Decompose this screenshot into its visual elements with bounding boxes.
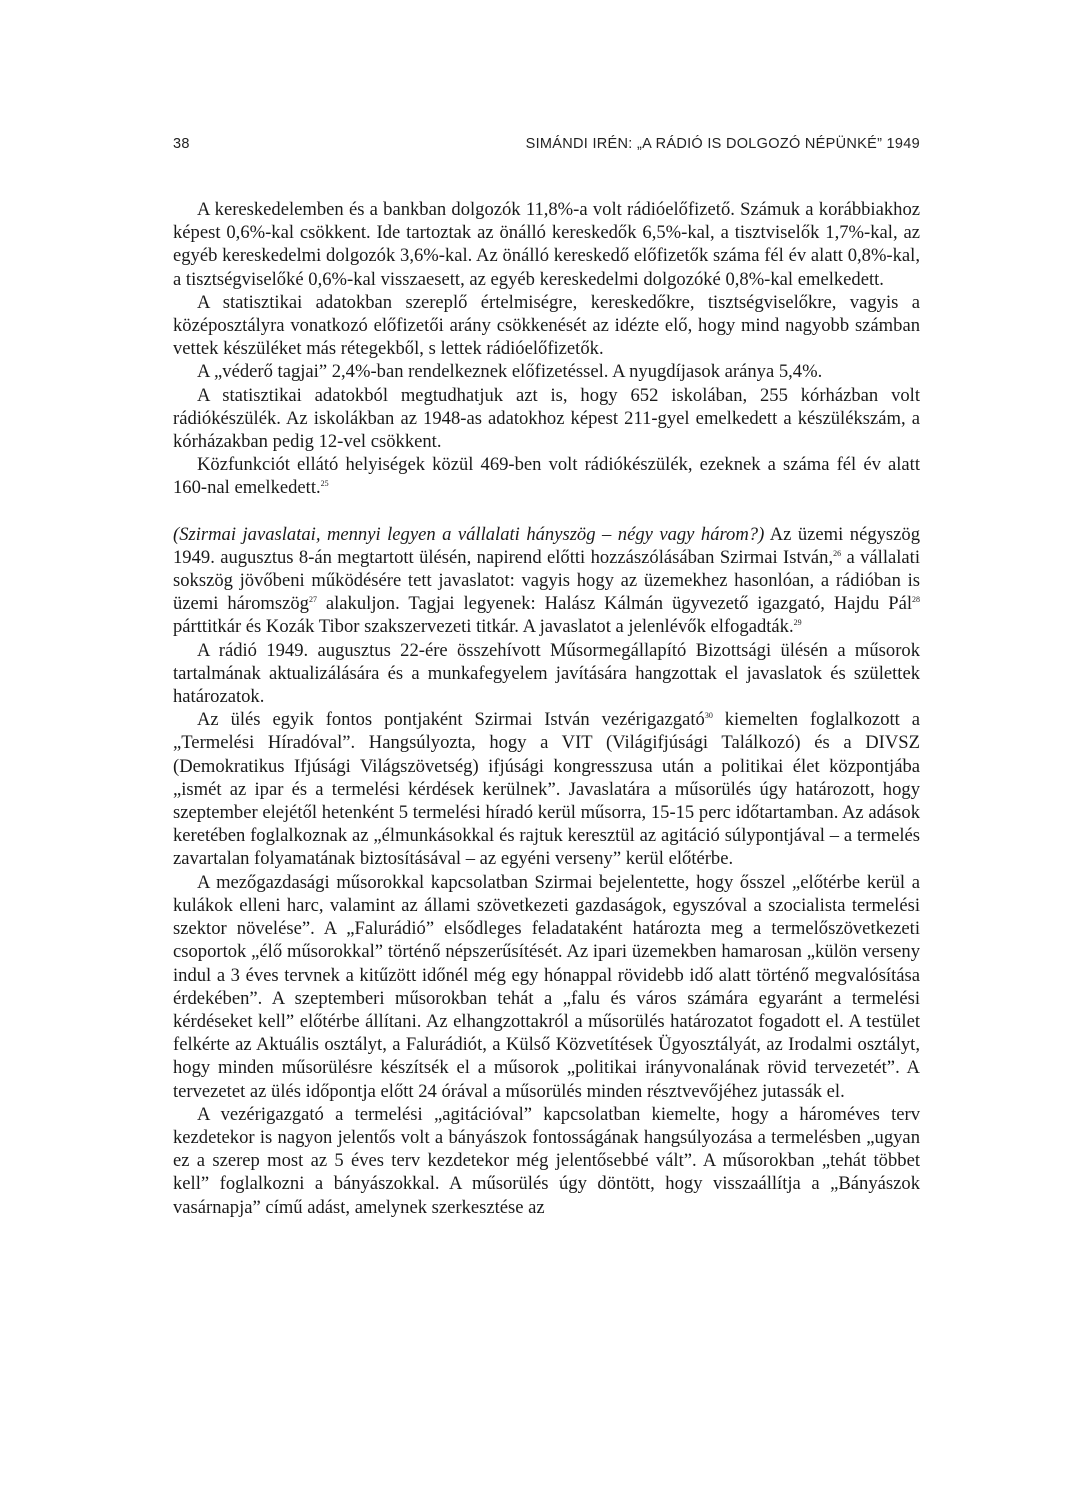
running-header [173,136,920,152]
section-paragraph [173,523,920,639]
paragraph: A statisztikai adatokból megtudhatjuk azt is, hogy 652 iskolában, 255 kórházban volt rádiókészülék. Az iskolákban az 1948-as adatokhoz képest 211-gyel emelkedett a készülékszám, a kórházakban pedig 12-vel csökkent. [173,384,920,453]
footnote-marker: 27 [308,595,317,605]
paragraph-text: a vállalati sokszög jövőbeni működésére tett javaslatot: vagyis hogy az üzemekhez hasonlóan, a rádióban is üzemi háromszög [173,546,921,615]
footnote-marker: 26 [833,548,842,558]
body-text [173,198,920,1219]
paragraph-text: Az ülés egyik fontos pontjaként Szirmai István vezérigazgató [197,709,705,731]
page-number: 38 [173,136,190,152]
paragraph: A mezőgazdasági műsorokkal kapcsolatban Szirmai bejelentette, hogy ősszel „előtérbe kerül a kulákok elleni harc, valamint az állami szövetkezeti gazdaságok, egyszóval a szocialista termelési szektor növelése”. A „Falurádió” elsődleges feladataként határozta meg a termelőszövetkezeti csoportok „élő műsorokkal” történő népszerűsítését. Az ipari üzemekben hamarosan „külön verseny indul a 3 éves tervnek a kitűzött időnél még egy hónappal rövidebb idő alatt történő megvalósítása érdekében”. A szeptemberi műsorokban tehát a „falu és város számára egyaránt a termelési kérdéseket kell” előtérbe állítani. Az elhangzottakról a műsorülés határozatot fogadott el. A testület felkérte az Aktuális osztályt, a Falurádiót, a Külső Közvetítések Ügyosztályát, az Irodalmi osztályt, hogy minden műsorülésre készítsék el a műsorok „politikai irányvonalának rövid tervezetét”. A tervezetet az ülés időpontja előtt 24 órával a műsorülés minden résztvevőjéhez jutassák el. [173,871,920,1102]
paragraph-text: alakuljon. Tagjai legyenek: Halász Kálmán ügyvezető igazgató, Hajdu Pál [316,593,912,615]
section-heading: (Szirmai javaslatai, mennyi legyen a vállalati hányszög – négy vagy három?) [173,523,765,545]
paragraph [173,708,920,870]
footnote-marker: 28 [912,595,920,605]
running-title: SIMÁNDI IRÉN: „A RÁDIÓ IS DOLGOZÓ NÉPÜNKÉ” 1949 [525,136,920,152]
footnote-marker: 25 [320,479,329,489]
paragraph: A vezérigazgató a termelési „agitációval” kapcsolatban kiemelte, hogy a hároméves terv kezdetekor is nagyon jelentős volt a bányászok fontosságának hangsúlyozása a termelésben „ugyan ez a szerep most az 5 éves terv kezdetekor még jelentősebbé vált”. A műsorokban „tehát többet kell” foglalkozni a bányászokkal. A műsorülés úgy döntött, hogy visszaállítja a „Bányászok vasárnapja” című adást, amelynek szerkesztése az [173,1103,920,1218]
paragraph [173,453,920,499]
paragraph-text: kiemelten foglalkozott a „Termelési Híradóval”. Hangsúlyozta, hogy a VIT (Világifjúsági Találkozó) és a DIVSZ (Demokratikus Ifjúsági Világszövetség) ifjúsági kongresszusa után a politikai élet központjába „ismét az ipar és a termelési kérdések kerülnek”. Javaslatára a műsorülés úgy határozott, hogy szeptember elejétől hetenként 5 termelési híradó kerül műsorra, 15-15 perc időtartamban. Az adások keretében foglalkoznak az „élmunkásokkal és rajtuk keresztül az agitáció súlypontjával – a termelés zavartalan folyamatának biztosításával – az egyéni verseny” kerül előtérbe. [173,709,920,870]
footnote-marker: 30 [704,711,713,721]
paragraph: A „véderő tagjai” 2,4%-ban rendelkeznek előfizetéssel. A nyugdíjasok aránya 5,4%. [197,361,823,383]
footnote-marker: 29 [793,618,802,628]
paragraph-text: Az üzemi négyszög 1949. augusztus 8-án megtartott ülésén, napirend előtti hozzászólásában Szirmai István, [173,523,920,568]
paragraph-text: párttitkár és Kozák Tibor szakszervezeti titkár. A javaslatot a jelenlévők elfogadták. [173,616,794,638]
paragraph: A rádió 1949. augusztus 22-ére összehívott Műsormegállapító Bizottsági ülésén a műsorok tartalmának aktualizálására és a munkafegyelem javítására hangzottak el javaslatok és születtek határozatok. [173,639,920,708]
paragraph: A statisztikai adatokban szereplő értelmiségre, kereskedőkre, tisztségviselőkre, vagyis a középosztályra vonatkozó előfizetői arány csökkenését az idézte elő, hogy mind nagyobb számban vettek készüléket más rétegekből, s lettek rádióelőfizetők. [173,291,920,360]
paragraph-text: Közfunkciót ellátó helyiségek közül 469-ben volt rádiókészülék, ezeknek a száma fél év alatt 160-nal emelkedett. [173,454,920,499]
paragraph: A kereskedelemben és a bankban dolgozók 11,8%-a volt rádióelőfizető. Számuk a korábbiakhoz képest 0,6%-kal csökkent. Ide tartoztak az önálló kereskedők 6,5%-kal, a tisztviselők 1,7%-kal, az egyéb kereskedelmi dolgozók 3,6%-kal. Az önálló kereskedő előfizetők száma fél év alatt 0,8%-kal, a tisztségviselőké 0,6%-kal visszaesett, az egyéb kereskedelmi dolgozóké 0,8%-kal emelkedett. [173,199,920,290]
